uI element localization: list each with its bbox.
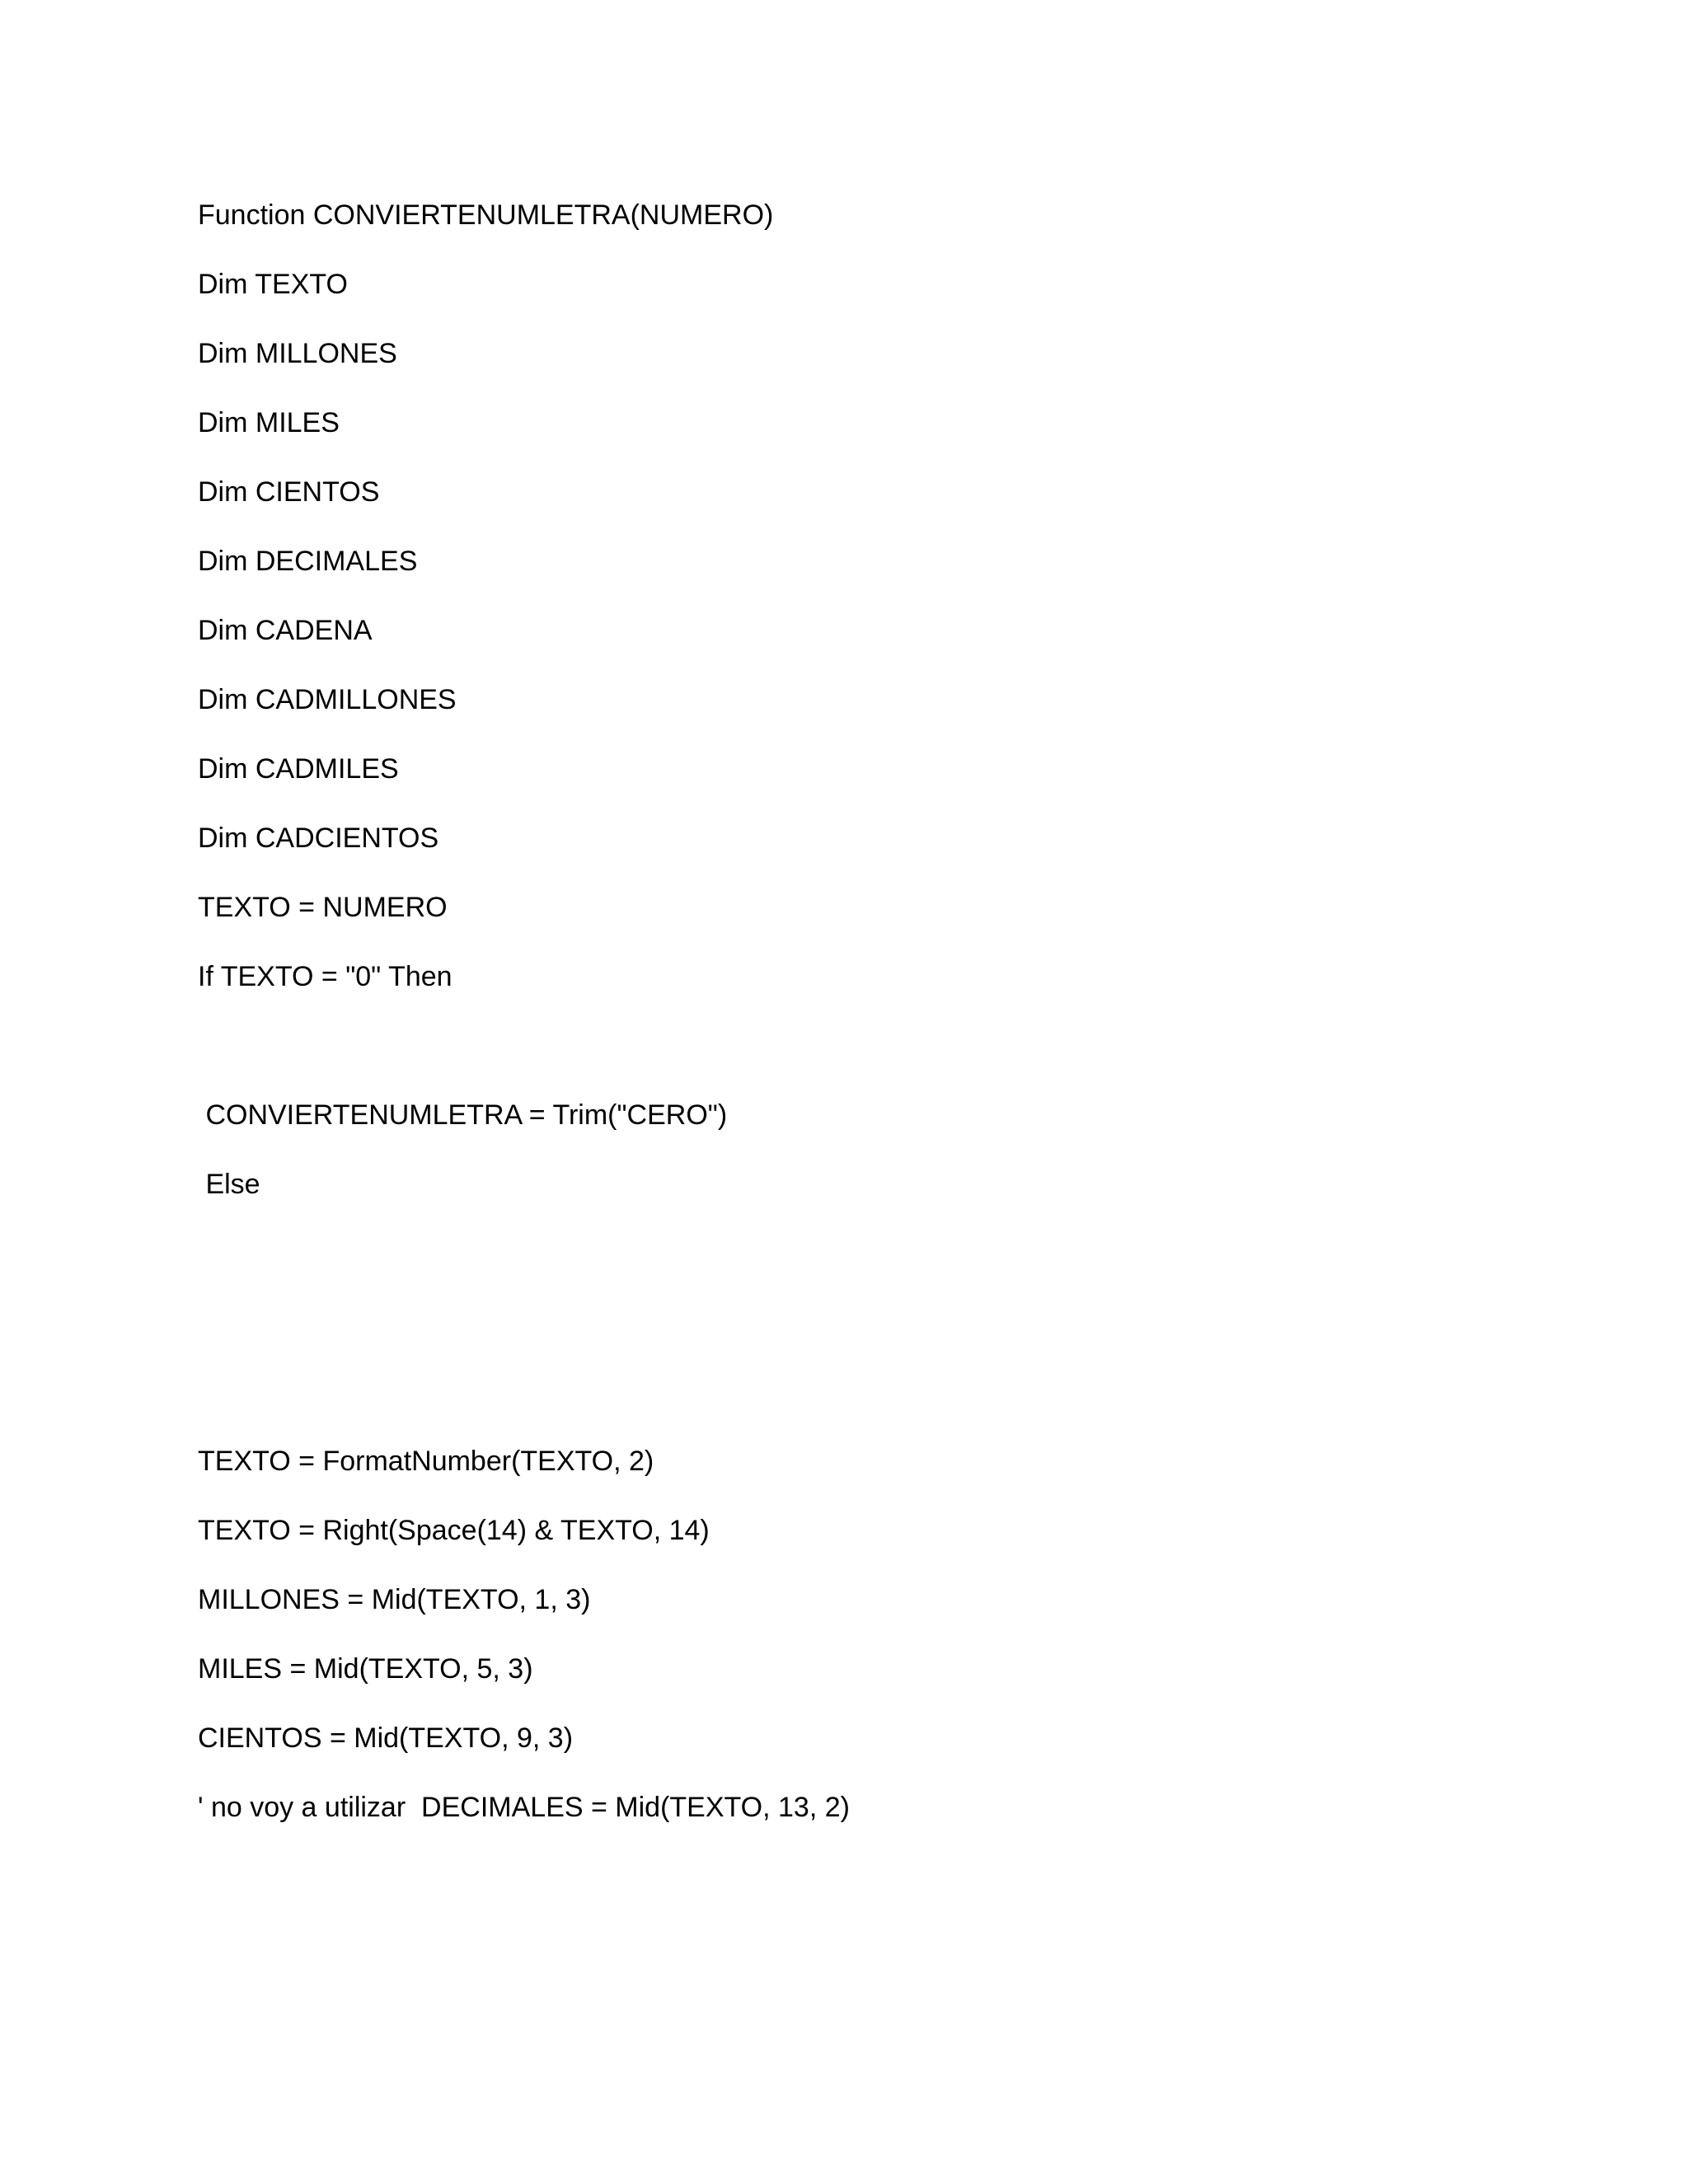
- code-line-miles-mid: MILES = Mid(TEXTO, 5, 3): [198, 1653, 533, 1685]
- code-line-dim-cadena: Dim CADENA: [198, 615, 373, 646]
- code-line-else: Else: [198, 1169, 260, 1200]
- code-line-dim-decimales: Dim DECIMALES: [198, 546, 418, 577]
- code-line-formatnumber: TEXTO = FormatNumber(TEXTO, 2): [198, 1446, 654, 1477]
- code-line-if-then: If TEXTO = "0" Then: [198, 961, 452, 992]
- code-line-dim-millones: Dim MILLONES: [198, 338, 397, 369]
- code-line-dim-texto: Dim TEXTO: [198, 269, 348, 300]
- code-line-cero: CONVIERTENUMLETRA = Trim("CERO"): [198, 1099, 728, 1131]
- code-line-cientos-mid: CIENTOS = Mid(TEXTO, 9, 3): [198, 1722, 574, 1754]
- code-line-dim-cientos: Dim CIENTOS: [198, 476, 380, 508]
- code-line-dim-cadcientos: Dim CADCIENTOS: [198, 823, 439, 854]
- code-line-comment-decimales: ' no voy a utilizar DECIMALES = Mid(TEXTO, 13, 2): [198, 1792, 850, 1823]
- code-line-dim-cadmiles: Dim CADMILES: [198, 753, 399, 785]
- code-line-dim-miles: Dim MILES: [198, 407, 340, 438]
- code-line-right-space: TEXTO = Right(Space(14) & TEXTO, 14): [198, 1515, 710, 1546]
- code-line-millones-mid: MILLONES = Mid(TEXTO, 1, 3): [198, 1584, 591, 1615]
- code-line-texto-assign: TEXTO = NUMERO: [198, 892, 448, 923]
- code-line-dim-cadmillones: Dim CADMILLONES: [198, 684, 457, 715]
- code-line-function: Function CONVIERTENUMLETRA(NUMERO): [198, 199, 774, 231]
